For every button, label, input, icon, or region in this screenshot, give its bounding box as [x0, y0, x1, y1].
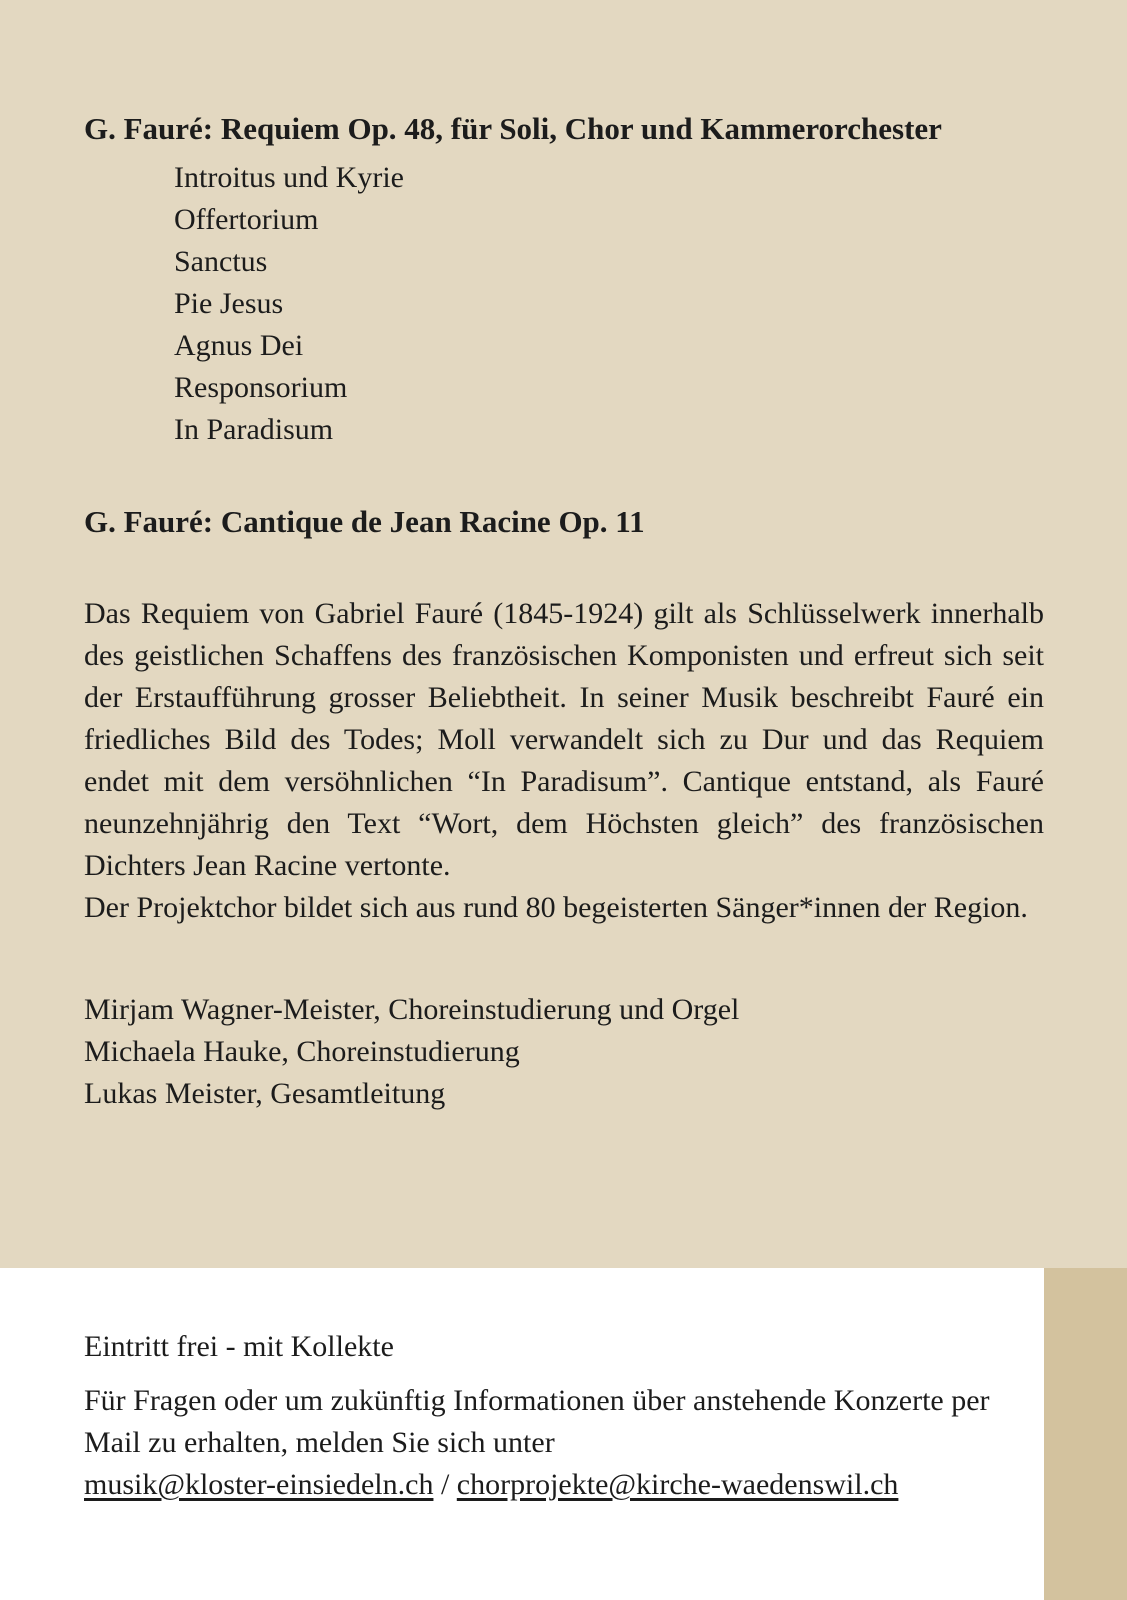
credit-line: Lukas Meister, Gesamtleitung — [84, 1077, 446, 1110]
admission-note: Eintritt frei - mit Kollekte — [84, 1330, 394, 1363]
description-paragraph: Der Projektchor bildet sich aus rund 80 begeisterten Sänger*innen der Region. — [84, 891, 1028, 924]
movement-item: Pie Jesus — [174, 287, 284, 320]
movement-item: Introitus und Kyrie — [174, 161, 404, 194]
movement-item: In Paradisum — [174, 413, 334, 446]
email-separator: / — [440, 1468, 450, 1501]
email-link-kirche[interactable]: chorprojekte@kirche-waedenswil.ch — [456, 1468, 899, 1501]
movement-item: Sanctus — [174, 245, 268, 278]
requiem-title: G. Fauré: Requiem Op. 48, für Soli, Chor und Kammerorchester — [84, 111, 942, 146]
contact-info — [84, 1380, 1034, 1506]
decorative-side-strip — [1044, 1268, 1127, 1600]
description-paragraph: Das Requiem von Gabriel Fauré (1845-1924) gilt als Schlüsselwerk innerhalb des geistlichen Schaffens des französischen Komponisten und erfreut sich seit der Erstaufführung grosser Beliebtheit. In seiner Musik beschreibt Fauré ein friedliches Bild des Todes; Moll verwandelt sich zu Dur und das Requiem endet mit dem versöhnlichen “In Paradisum”. Cantique entstand, als Fauré neunzehnjährig den Text “Wort, dem Höchsten gleich” des französischen Dichters Jean Racine vertonte. — [84, 597, 1044, 882]
credits-list — [84, 989, 1044, 1115]
email-link-kloster[interactable]: musik@kloster-einsiedeln.ch — [84, 1468, 434, 1501]
cantique-title: G. Fauré: Cantique de Jean Racine Op. 11 — [84, 504, 645, 539]
movement-item: Agnus Dei — [174, 329, 304, 362]
movement-item: Offertorium — [174, 203, 319, 236]
movement-list — [174, 157, 1044, 451]
footer-info — [84, 1326, 1034, 1506]
movement-item: Responsorium — [174, 371, 348, 404]
contact-text: Für Fragen oder um zukünftig Informationen über anstehende Konzerte per Mail zu erhalten, melden Sie sich unter — [84, 1384, 990, 1459]
program-content — [84, 108, 1044, 1115]
program-description — [84, 593, 1044, 929]
credit-line: Michaela Hauke, Choreinstudierung — [84, 1035, 520, 1068]
credit-line: Mirjam Wagner-Meister, Choreinstudierung und Orgel — [84, 993, 740, 1026]
